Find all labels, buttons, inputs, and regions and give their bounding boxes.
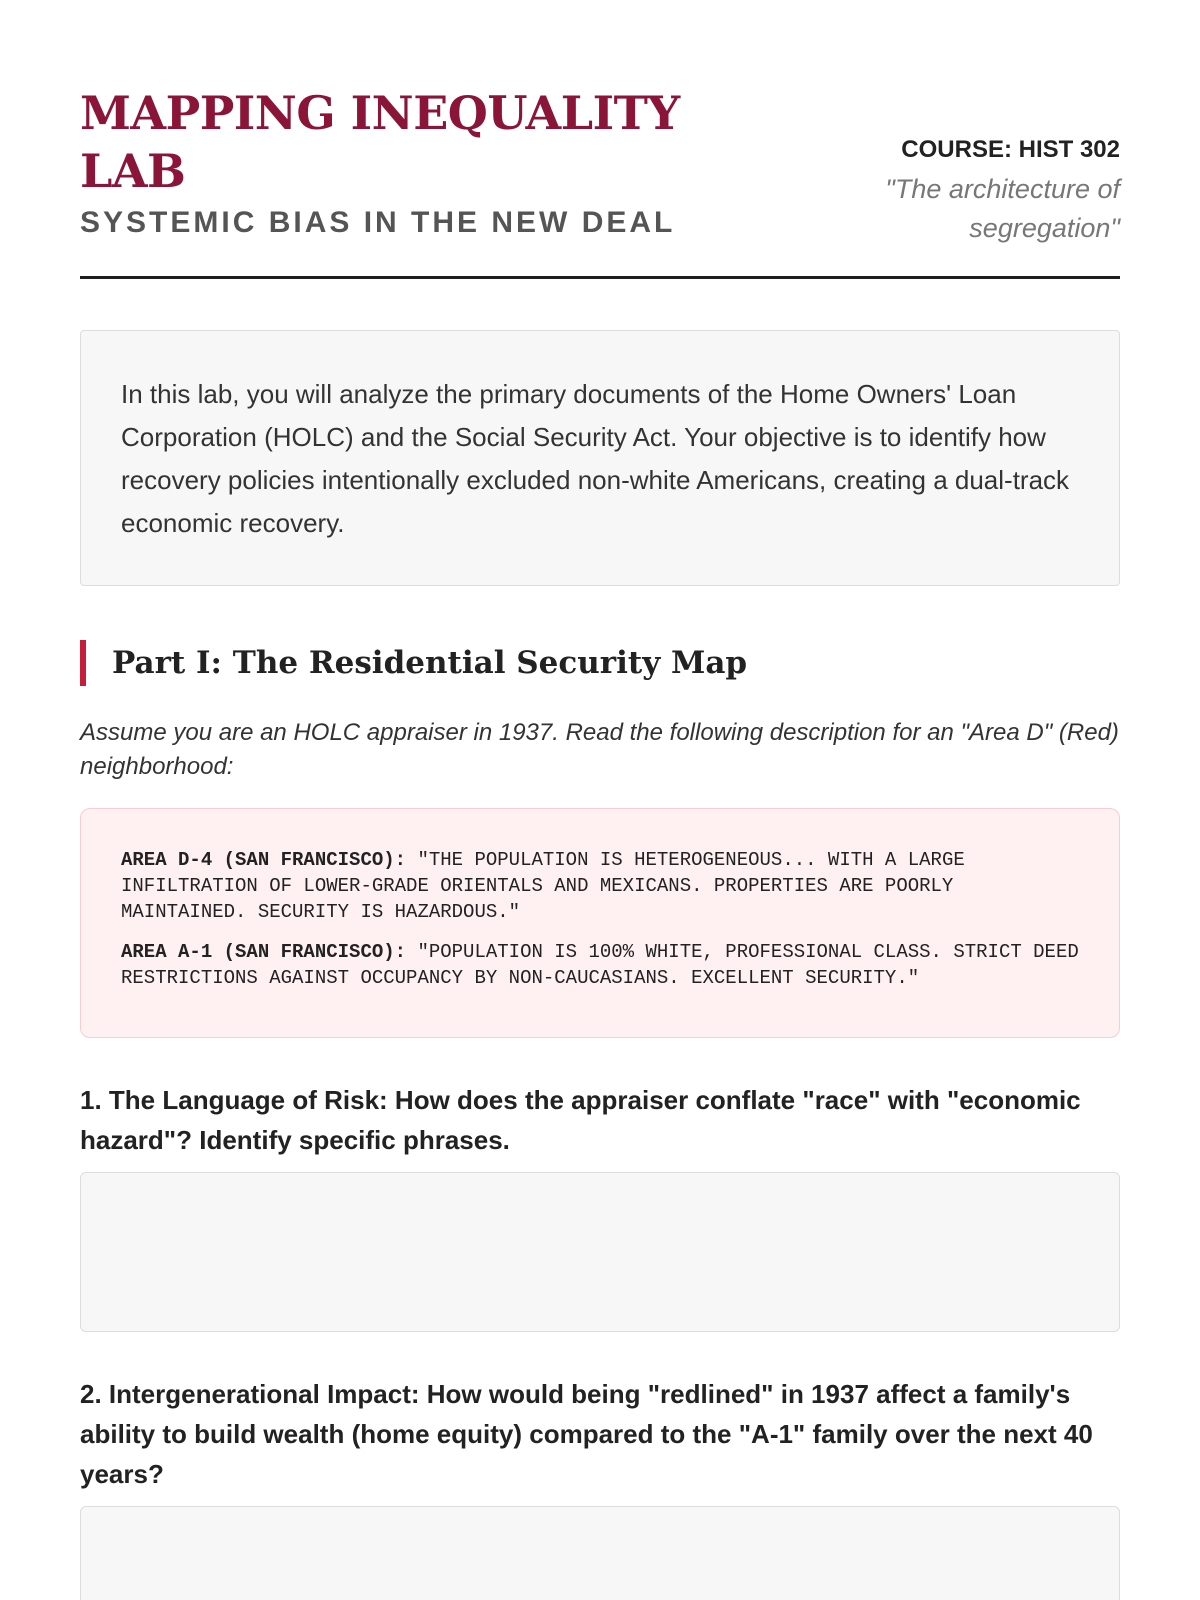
course-label: COURSE: HIST 302 <box>901 136 1120 163</box>
part-1-instructions: Assume you are an HOLC appraiser in 1937. Read the following description for an "Area D" (Red) neighborhood: <box>80 719 1119 780</box>
question-2-prompt: 2. Intergenerational Impact: How would being "redlined" in 1937 affect a family's ability to build wealth (home equity) compared to the "A-1" family over the next 40 years? <box>80 1379 1093 1489</box>
document-entry-text: "THE POPULATION IS HETEROGENEOUS... WITH A LARGE INFILTRATION OF LOWER-GRADE ORIENTALS AND MEXICANS. PROPERTIES ARE POORLY MAINTAINED. SECURITY IS HAZARDOUS." <box>121 849 965 923</box>
document-entry <box>121 939 1079 991</box>
tagline-quote: "The architecture of segregation" <box>885 174 1120 243</box>
document-entry-label: AREA D-4 (SAN FRANCISCO): <box>121 849 407 871</box>
document-entry <box>121 847 1079 925</box>
page-title: MAPPING INEQUALITY LAB <box>80 86 680 198</box>
worksheet-header <box>80 84 1120 279</box>
worksheet-page <box>80 84 1120 1489</box>
page-subtitle: SYSTEMIC BIAS IN THE NEW DEAL <box>80 206 676 239</box>
question-1-prompt: 1. The Language of Risk: How does the appraiser conflate "race" with "economic hazard"? Identify specific phrases. <box>80 1085 1081 1155</box>
primary-source-excerpt <box>80 808 1120 1038</box>
section-heading-part-1: Part I: The Residential Security Map <box>80 640 747 686</box>
intro-panel <box>80 330 1120 586</box>
question-1-answer-field[interactable] <box>80 1172 1120 1332</box>
document-entry-label: AREA A-1 (SAN FRANCISCO): <box>121 941 407 963</box>
document-entry-text: "POPULATION IS 100% WHITE, PROFESSIONAL CLASS. STRICT DEED RESTRICTIONS AGAINST OCCUPANCY BY NON-CAUCASIANS. EXCELLENT SECURITY." <box>121 941 1079 989</box>
intro-text: In this lab, you will analyze the primary documents of the Home Owners' Loan Corporation (HOLC) and the Social Security Act. Your objective is to identify how recovery policies intentionally excluded non-white Americans, creating a dual-track economic recovery. <box>121 379 1070 538</box>
question-2-answer-field[interactable] <box>80 1506 1120 1600</box>
